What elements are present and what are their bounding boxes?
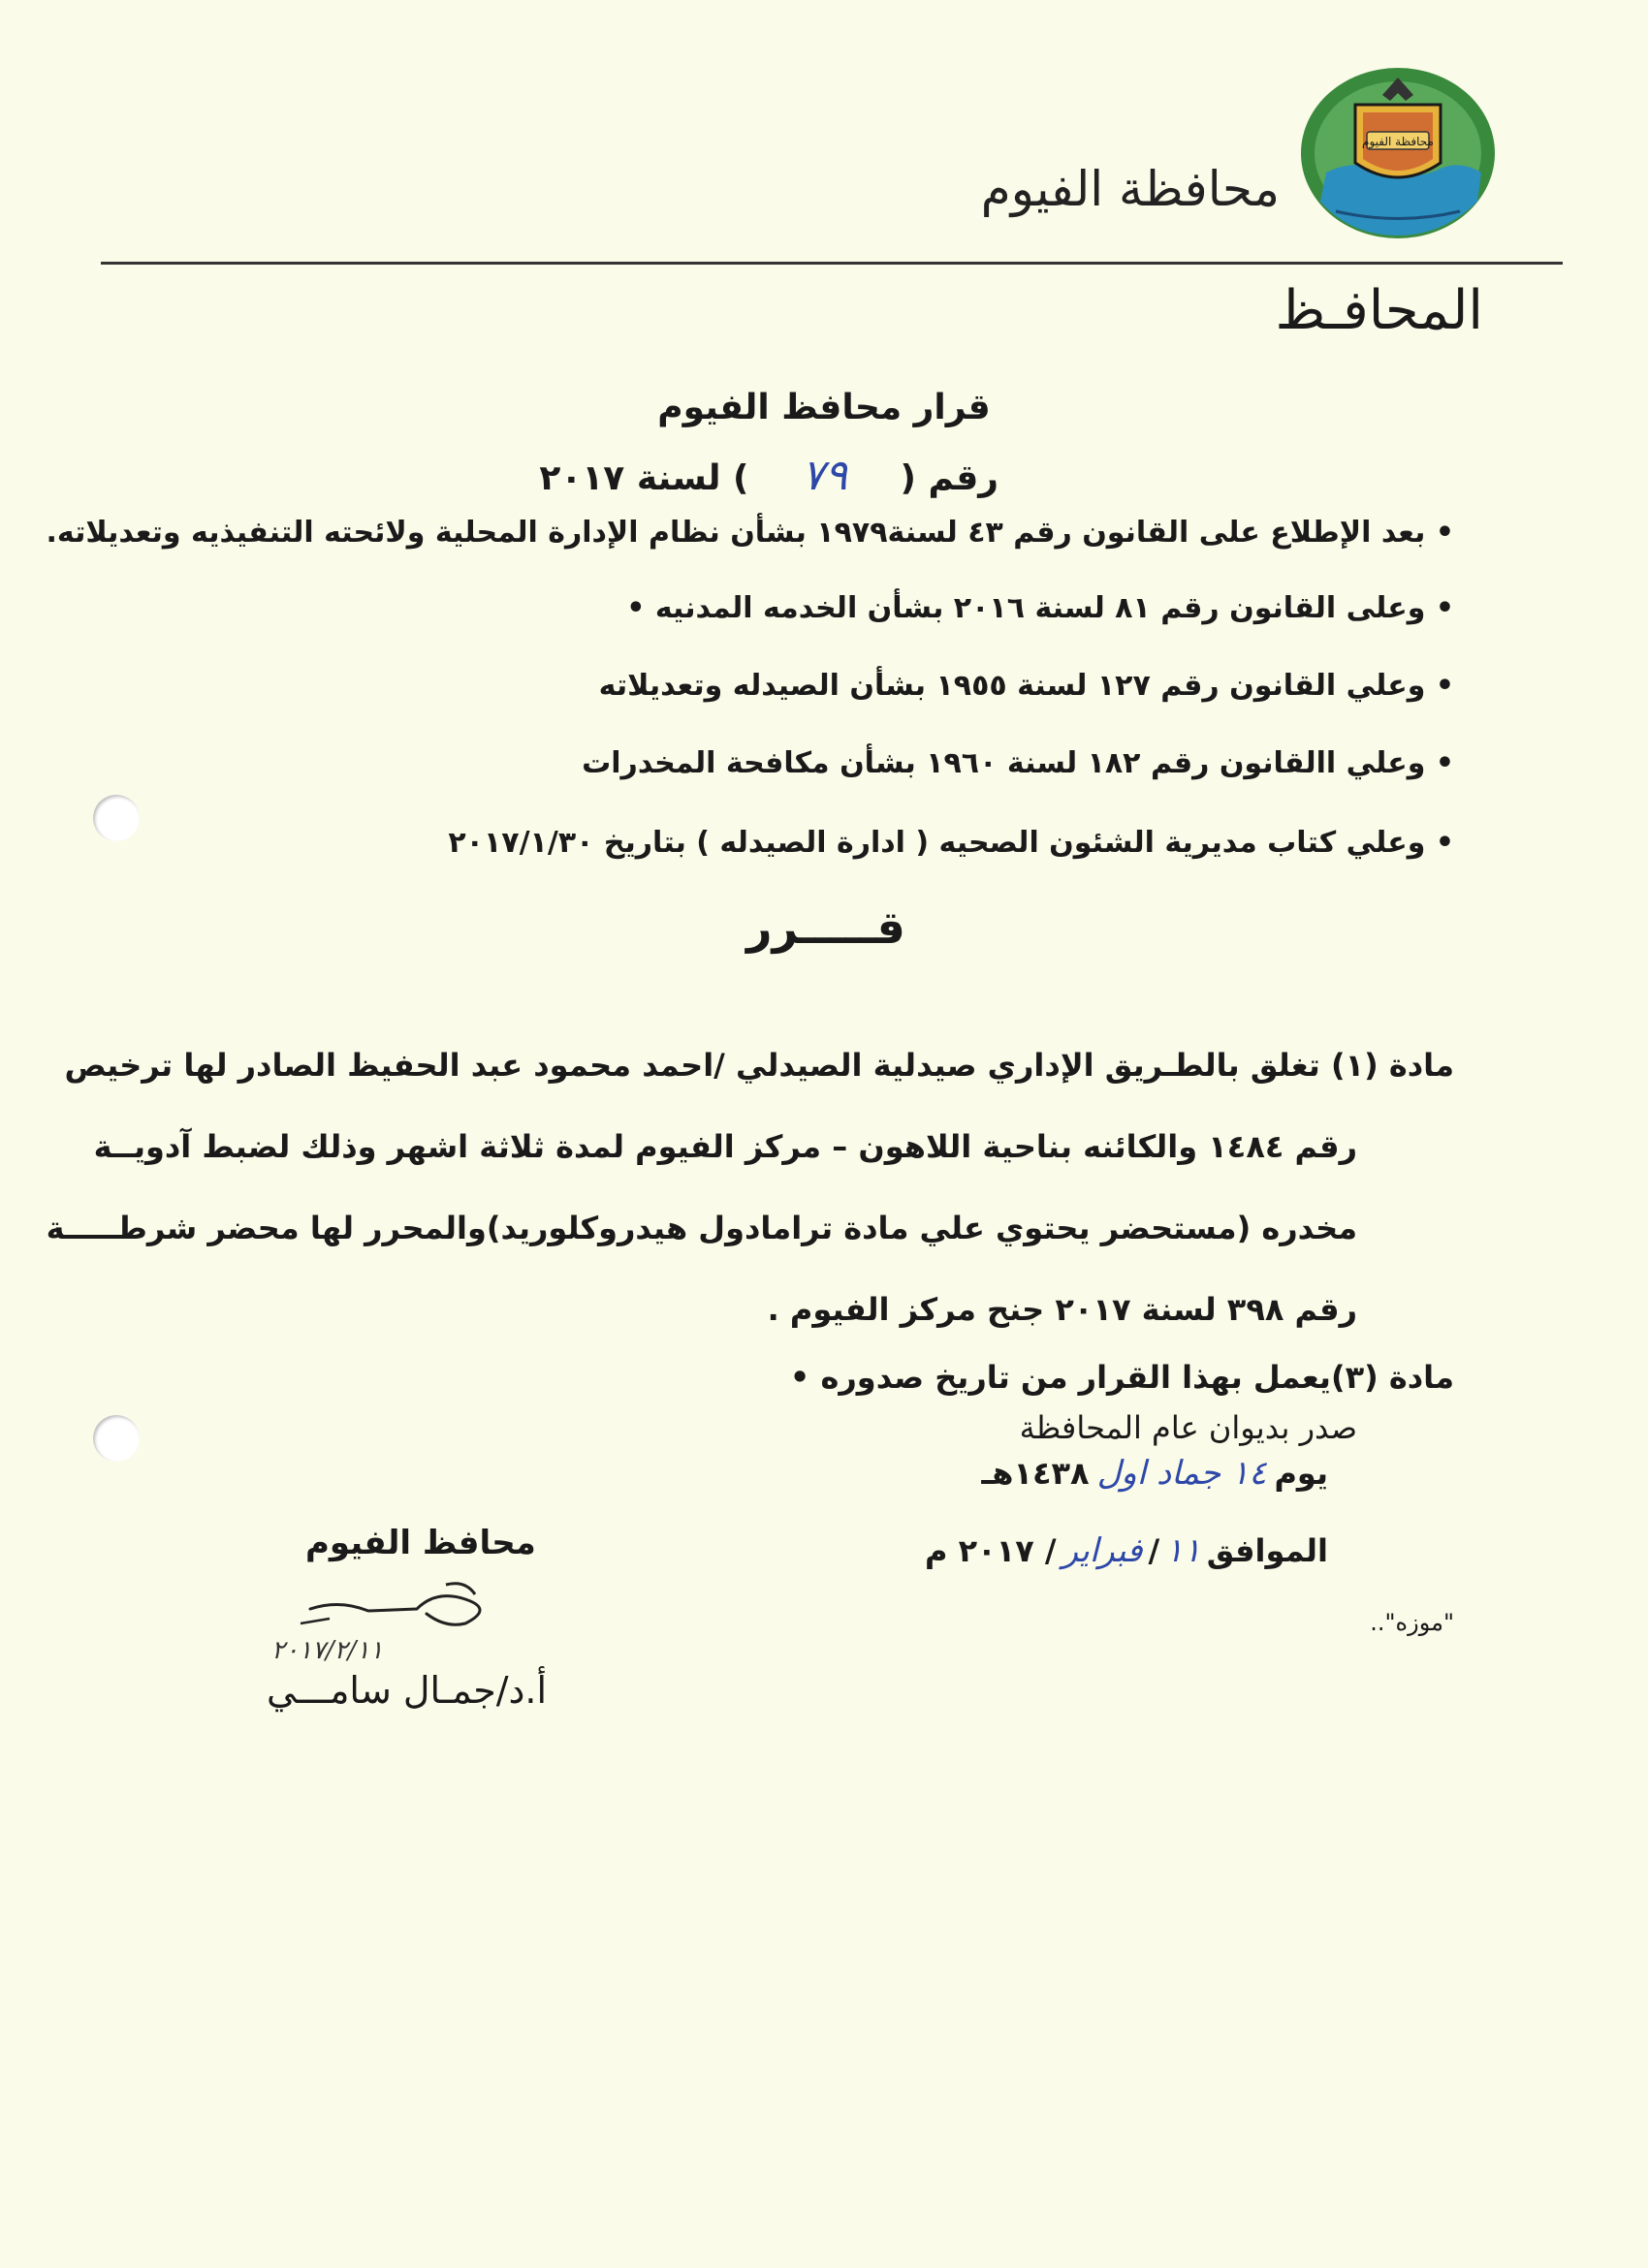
svg-text:محافظة الفيوم: محافظة الفيوم: [1362, 135, 1434, 148]
punch-hole: [93, 1415, 140, 1462]
governorate-emblem-icon: [1297, 66, 1499, 240]
decided-heading: قـــــرر: [746, 901, 905, 954]
preamble-line: • وعلي كتاب مديرية الشئون الصحيه ( ادارة الصيدله ) بتاريخ ٢٠١٧/١/٣٠: [448, 826, 1454, 860]
day-prefix: يوم: [1274, 1455, 1328, 1492]
header-divider: [101, 262, 1563, 265]
punch-hole: [93, 795, 140, 841]
governorate-name: محافظة الفيوم: [980, 161, 1280, 217]
article-1-line: مادة (١) تغلق بالطـريق الإداري صيدلية الصيدلي /احمد محمود عبد الحفيظ الصادر لها ترخيص: [64, 1047, 1454, 1084]
decision-number-line: [539, 451, 998, 500]
article-1-line: رقم ١٤٨٤ والكائنه بناحية اللاهون – مركز الفيوم لمدة ثلاثة اشهر وذلك لضبط آدويــة: [93, 1128, 1357, 1165]
month-handwritten: فبراير: [1062, 1531, 1143, 1570]
decision-title: قرار محافظ الفيوم: [657, 388, 991, 427]
signatory-title: محافظ الفيوم: [305, 1524, 536, 1562]
corresponding-prefix: الموافق: [1206, 1532, 1328, 1569]
hijri-date-handwritten: ١٤ جماد اول: [1096, 1454, 1267, 1493]
preamble-line: • وعلى القانون رقم ٨١ لسنة ٢٠١٦ بشأن الخدمه المدنيه •: [626, 591, 1454, 625]
gregorian-year: / ٢٠١٧ م: [925, 1532, 1057, 1569]
signature-date-handwritten: ٢٠١٧/٢/١١: [271, 1636, 384, 1665]
day-handwritten: ١١: [1165, 1531, 1201, 1570]
hijri-year: ١٤٣٨هـ: [981, 1455, 1090, 1492]
office-title: المحافـظ: [1275, 279, 1483, 342]
issued-at: صدر بديوان عام المحافظة: [1019, 1409, 1357, 1446]
signatory-name: أ.د/جمـال سامـــي: [267, 1669, 548, 1712]
number-suffix: ) لسنة ٢٠١٧: [539, 458, 749, 498]
article-3: مادة (٣)يعمل بهذا القرار من تاريخ صدوره •: [789, 1359, 1454, 1396]
preamble-line: • وعلي القانون رقم ١٢٧ لسنة ١٩٥٥ بشأن الصيدله وتعديلاته: [598, 669, 1454, 703]
article-1-line: مخدره (مستحضر يحتوي علي مادة ترامادول هيدروكلوريد)والمحرر لها محضر شرطـــــة: [46, 1210, 1357, 1246]
gregorian-date-line: الموافق ١١ / فبراير / ٢٠١٧ م: [925, 1531, 1328, 1570]
decision-number-handwritten: ٧٩: [801, 451, 848, 500]
number-prefix: رقم (: [900, 458, 998, 498]
typist-note: "موزه"..: [1370, 1609, 1454, 1636]
preamble-line: • وعلي االقانون رقم ١٨٢ لسنة ١٩٦٠ بشأن مكافحة المخدرات: [582, 746, 1454, 780]
preamble-line: • بعد الإطلاع على القانون رقم ٤٣ لسنة١٩٧٩ بشأن نظام الإدارة المحلية ولائحته التنفيذيه وتعديلاته.: [46, 516, 1454, 550]
hijri-date-line: [981, 1454, 1328, 1493]
article-1-line: رقم ٣٩٨ لسنة ٢٠١٧ جنح مركز الفيوم .: [767, 1291, 1357, 1328]
